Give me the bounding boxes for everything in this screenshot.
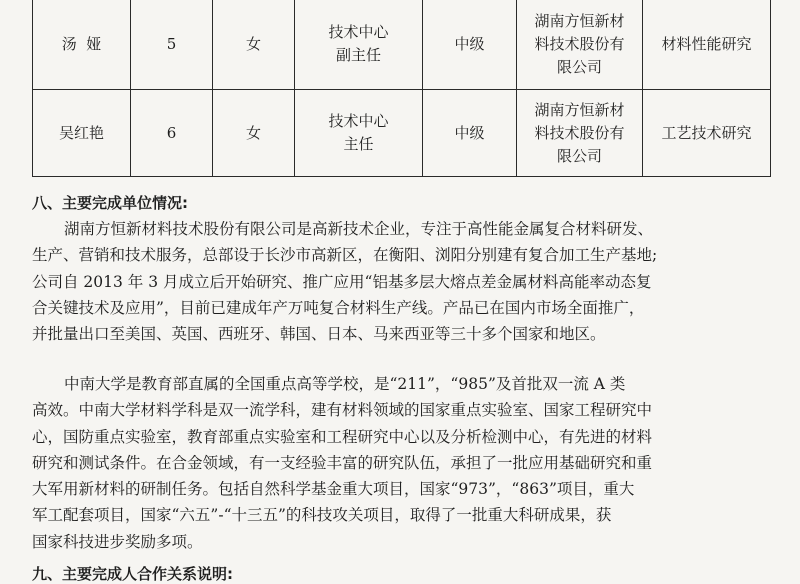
org-line: 料技术股份有 (534, 123, 625, 142)
rank-cell: 6 (131, 90, 213, 177)
paragraph-line: 军工配套项目，国家“六五”-“十三五”的科技攻关项目，取得了一批重大科研成果，获 (32, 506, 612, 525)
table-row (33, 90, 771, 177)
paragraph-line: 高效。中南大学材料学科是双一流学科，建有材料领域的国家重点实验室、国家工程研究中 (32, 401, 653, 420)
contribution-cell: 材料性能研究 (643, 0, 771, 90)
level-cell: 中级 (423, 0, 517, 90)
section-8-heading: 八、主要完成单位情况: (32, 194, 188, 212)
org-cell (517, 90, 643, 177)
org-cell (517, 0, 643, 90)
paragraph-line: 并批量出口至美国、英国、西班牙、韩国、日本、马来西亚等三十多个国家和地区。 (32, 325, 606, 344)
name-cell: 汤 娅 (33, 0, 131, 90)
paragraph-line: 湖南方恒新材料技术股份有限公司是高新技术企业，专注于高性能金属复合材料研发、 (64, 220, 654, 238)
org-line: 湖南方恒新材 (534, 11, 625, 30)
org-line: 湖南方恒新材 (534, 100, 625, 119)
paragraph-line: 生产、营销和技术服务，总部设于长沙市高新区，在衡阳、浏阳分别建有复合加工生产基地; (32, 246, 658, 265)
gender-cell: 女 (213, 0, 295, 90)
paragraph-line: 大军用新材料的研制任务。包括自然科学基金重大项目，国家“973”，“863”项目，重大 (32, 480, 635, 499)
title-line: 副主任 (335, 46, 381, 64)
paragraph-line: 合关键技术及应用”，目前已建成年产万吨复合材料生产线。产品已在国内市场全面推广， (32, 298, 645, 317)
paragraph-line: 公司自 2013 年 3 月成立后开始研究、推广应用“铝基多层大熔点差金属材料高能率动态复 (32, 272, 652, 291)
table-row (33, 0, 771, 90)
title-cell (295, 0, 423, 90)
company-paragraph (32, 216, 770, 347)
contributors-table (32, 0, 771, 177)
title-cell (295, 90, 423, 177)
title-line: 技术中心 (328, 23, 389, 41)
section-9-heading: 九、主要完成人合作关系说明: (32, 565, 233, 583)
paragraph-line: 心，国防重点实验室，教育部重点实验室和工程研究中心以及分析检测中心，有先进的材料 (32, 427, 653, 446)
title-line: 主任 (343, 135, 374, 153)
paragraph-line: 国家科技进步奖励多项。 (32, 532, 203, 551)
level-cell: 中级 (423, 90, 517, 177)
rank-cell: 5 (131, 0, 213, 90)
name-cell: 吴红艳 (33, 90, 131, 177)
title-line: 技术中心 (328, 112, 389, 130)
org-line: 限公司 (556, 146, 602, 165)
contribution-cell: 工艺技术研究 (643, 90, 771, 177)
gender-cell: 女 (213, 90, 295, 177)
org-line: 限公司 (556, 57, 602, 76)
paragraph-line: 研究和测试条件。在合金领域，有一支经验丰富的研究队伍，承担了一批应用基础研究和重 (32, 453, 653, 472)
paragraph-line: 中南大学是教育部直属的全国重点高等学校，是“211”，“985”及首批双一流 A 类 (64, 375, 626, 393)
university-paragraph (32, 371, 770, 555)
org-line: 料技术股份有 (534, 34, 625, 53)
